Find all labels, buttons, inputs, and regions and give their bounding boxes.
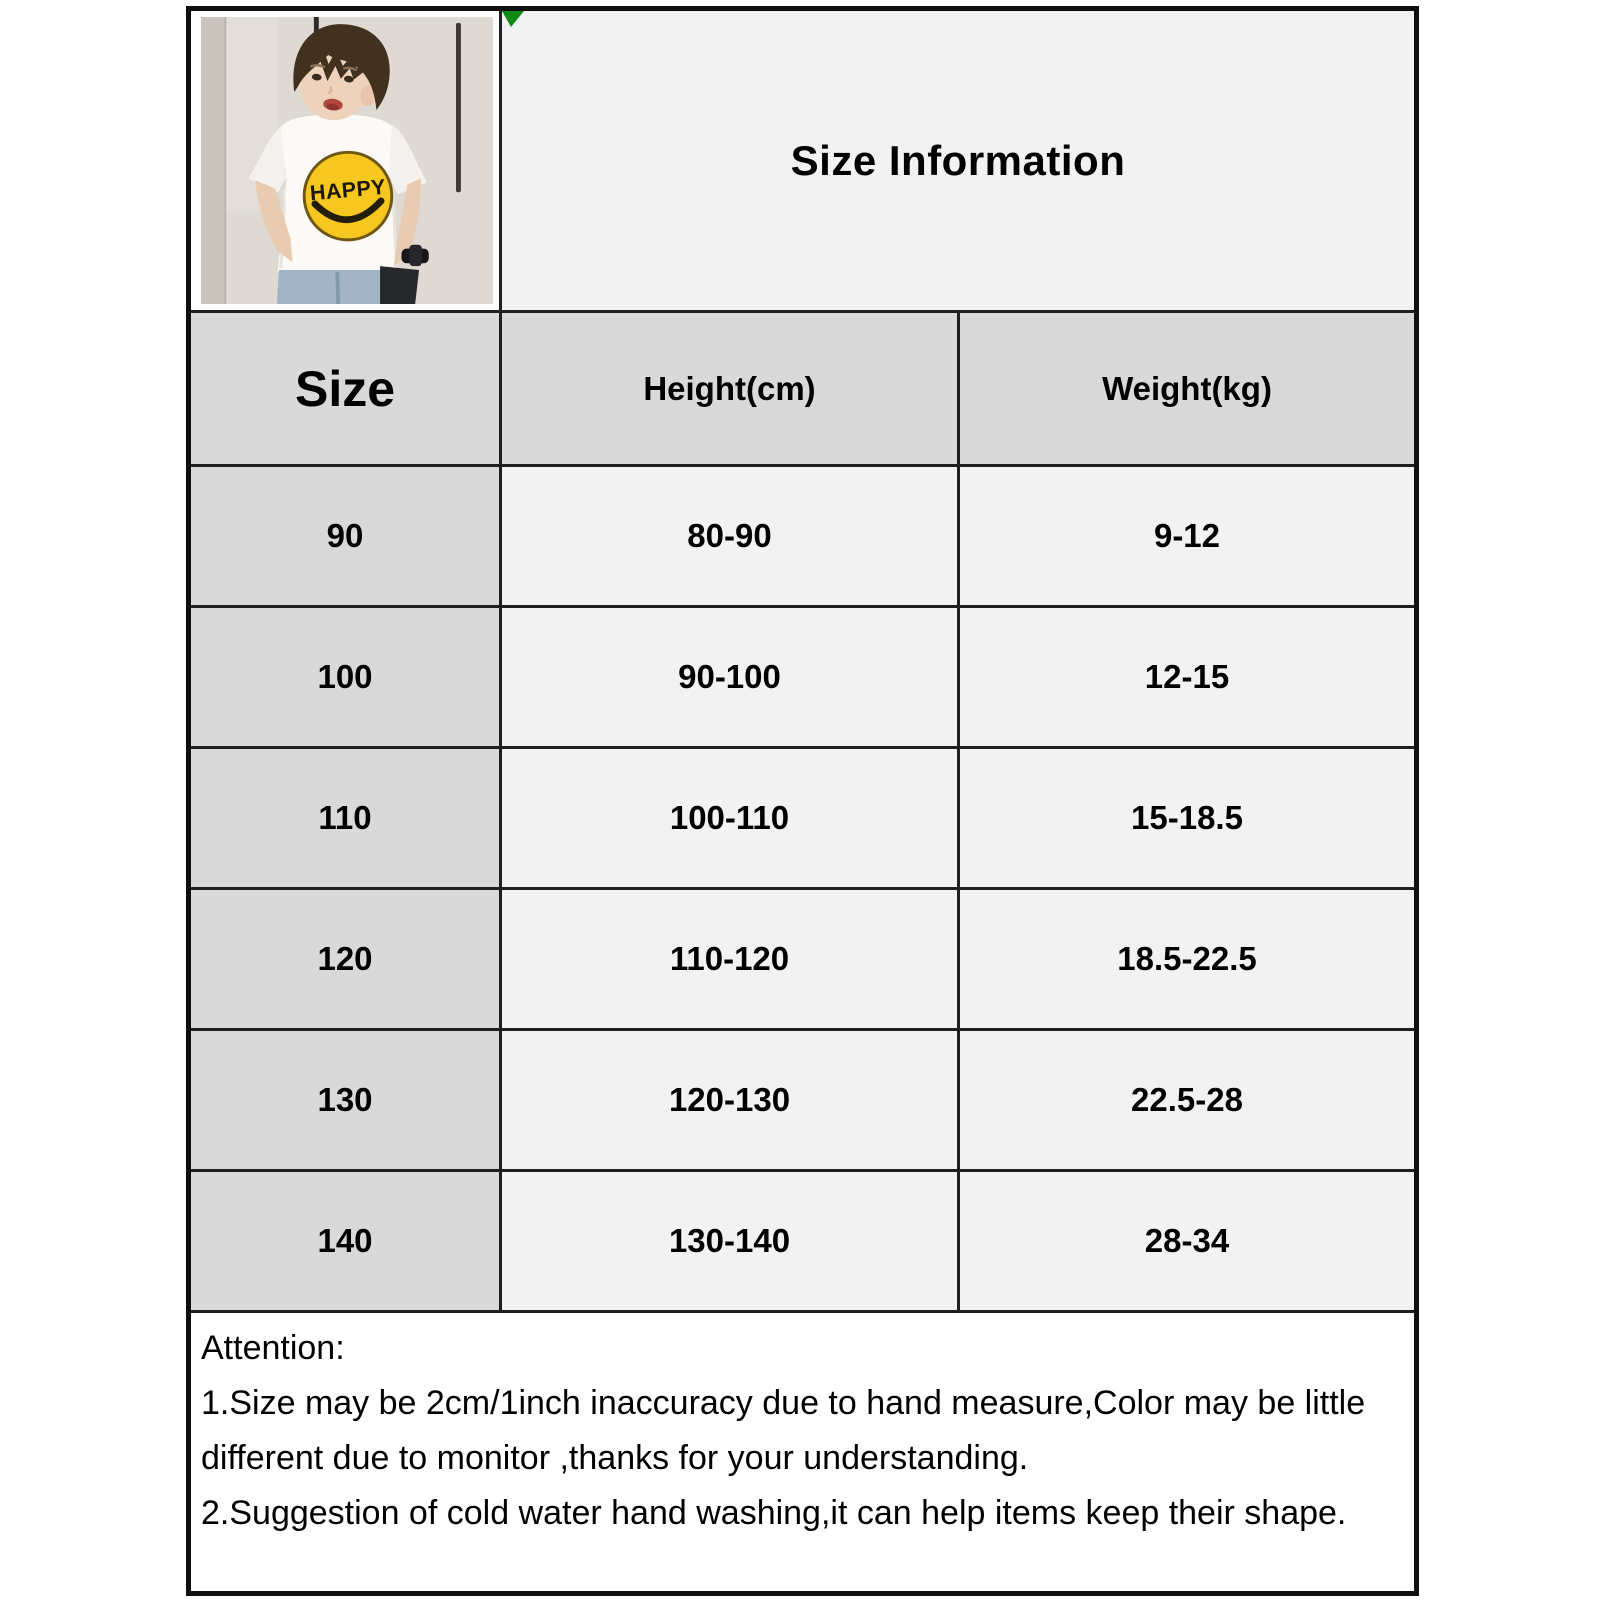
green-corner-triangle-icon <box>502 11 524 27</box>
height-cell: 100-110 <box>501 748 959 889</box>
attention-row <box>189 1312 1417 1594</box>
size-cell: 140 <box>189 1171 501 1312</box>
page-title: Size Information <box>790 136 1126 184</box>
table-row <box>189 1171 1417 1312</box>
size-cell: 120 <box>189 889 501 1030</box>
height-cell: 80-90 <box>501 466 959 607</box>
table-header-row <box>189 312 1417 466</box>
weight-cell: 15-18.5 <box>959 748 1417 889</box>
weight-cell: 12-15 <box>959 607 1417 748</box>
attention-cell <box>189 1312 1417 1594</box>
column-header-height: Height(cm) <box>501 312 959 466</box>
table-row <box>189 466 1417 607</box>
table-row <box>189 889 1417 1030</box>
product-photo-cell <box>189 9 501 312</box>
size-cell: 90 <box>189 466 501 607</box>
height-cell: 90-100 <box>501 607 959 748</box>
attention-heading: Attention: <box>201 1329 345 1368</box>
table-row <box>189 1030 1417 1171</box>
title-cell <box>501 9 1417 312</box>
weight-cell: 28-34 <box>959 1171 1417 1312</box>
weight-cell: 9-12 <box>959 466 1417 607</box>
weight-cell: 22.5-28 <box>959 1030 1417 1171</box>
attention-note-1: 1.Size may be 2cm/1inch inaccuracy due to hand measure,Color may be little different due to monitor ,thanks for your understanding. <box>201 1384 1366 1478</box>
top-row <box>189 9 1417 312</box>
height-cell: 120-130 <box>501 1030 959 1171</box>
size-cell: 130 <box>189 1030 501 1171</box>
attention-note-2: 2.Suggestion of cold water hand washing,it can help items keep their shape. <box>201 1494 1347 1533</box>
happy-smiley-graphic <box>304 152 392 240</box>
size-cell: 110 <box>189 748 501 889</box>
door-frame-line <box>456 23 461 192</box>
boy-happy-tshirt-illustration <box>201 17 493 304</box>
product-photo <box>201 17 493 304</box>
size-information-table <box>186 6 1419 1596</box>
size-cell: 100 <box>189 607 501 748</box>
weight-cell: 18.5-22.5 <box>959 889 1417 1030</box>
column-header-size: Size <box>189 312 501 466</box>
column-header-weight: Weight(kg) <box>959 312 1417 466</box>
dark-bag <box>380 266 419 304</box>
table-row <box>189 748 1417 889</box>
height-cell: 110-120 <box>501 889 959 1030</box>
height-cell: 130-140 <box>501 1171 959 1312</box>
table-row <box>189 607 1417 748</box>
shirt-happy-text: HAPPY <box>308 174 387 206</box>
